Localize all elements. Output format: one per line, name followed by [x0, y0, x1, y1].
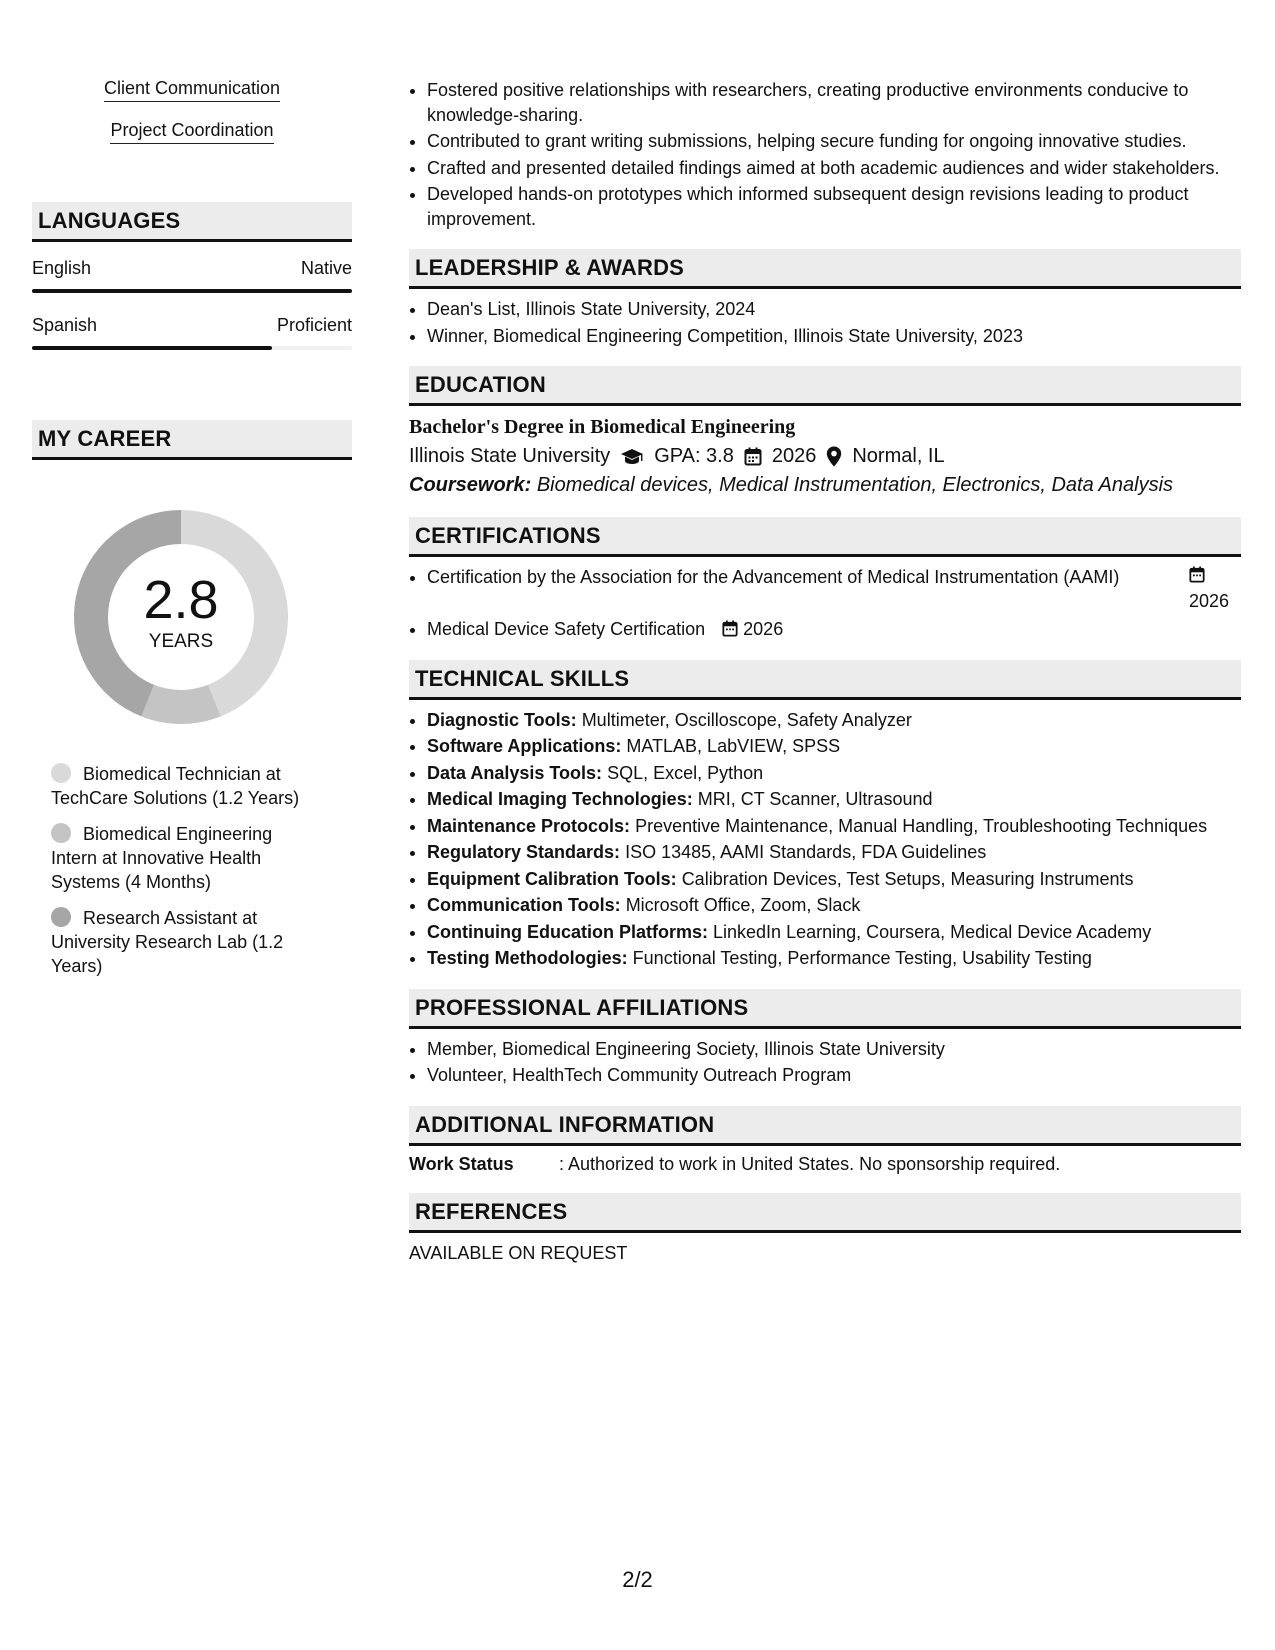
list-item: • Member, Biomedical Engineering Society, Illinois State University — [427, 1037, 1241, 1062]
skill-values: LinkedIn Learning, Coursera, Medical Device Academy — [713, 921, 1152, 942]
leadership-list — [409, 297, 1241, 348]
career-legend-item — [51, 822, 321, 894]
list-item: • Contributed to grant writing submissions, helping secure funding for ongoing innovative studies. — [427, 129, 1241, 154]
work-status-label: Work Status — [409, 1153, 514, 1174]
additional-info-heading: ADDITIONAL INFORMATION — [409, 1106, 1241, 1146]
skill-values: Functional Testing, Performance Testing, Usability Testing — [632, 948, 1092, 968]
career-total-value: 2.8 — [143, 570, 219, 630]
work-status-value: : Authorized to work in United States. No sponsorship required. — [559, 1153, 1061, 1174]
list-item — [427, 893, 1241, 918]
skill-category: Continuing Education Platforms: — [427, 921, 708, 942]
skill-values: MATLAB, LabVIEW, SPSS — [626, 736, 841, 756]
skill-tag — [32, 120, 352, 144]
career-donut-chart — [66, 502, 296, 732]
language-proficiency-fill — [32, 289, 352, 293]
education-heading: EDUCATION — [409, 366, 1241, 406]
degree-title: Bachelor's Degree in Biomedical Engineering — [409, 416, 796, 438]
left-column — [32, 78, 352, 990]
career-heading: MY CAREER — [32, 420, 352, 460]
experience-bullets — [409, 78, 1241, 231]
certifications-heading: CERTIFICATIONS — [409, 517, 1241, 557]
list-item — [427, 565, 1241, 613]
skill-category: Diagnostic Tools: — [427, 709, 577, 730]
graduation-year: 2026 — [771, 445, 817, 467]
language-level: Proficient — [276, 315, 352, 335]
skill-category: Testing Methodologies: — [427, 948, 628, 968]
technical-skills-heading: TECHNICAL SKILLS — [409, 660, 1241, 700]
language-name: Spanish — [32, 315, 98, 335]
list-item — [427, 920, 1241, 945]
skill-tag-label: Project Coordination — [110, 120, 273, 144]
list-item: • Winner, Biomedical Engineering Competition, Illinois State University, 2023 — [427, 324, 1241, 349]
list-item — [427, 761, 1241, 786]
career-legend — [32, 762, 321, 978]
school-name: Illinois State University — [409, 445, 611, 467]
skill-category: Maintenance Protocols: — [427, 815, 631, 836]
gpa: GPA: 3.8 — [654, 445, 734, 467]
language-proficiency-bar — [32, 289, 352, 293]
languages-heading: LANGUAGES — [32, 202, 352, 242]
calendar-icon — [744, 447, 762, 466]
education-meta — [409, 445, 1241, 468]
school-location: Normal, IL — [852, 445, 945, 467]
graduation-cap-icon — [620, 448, 644, 466]
coursework — [409, 474, 1241, 497]
leadership-heading: LEADERSHIP & AWARDS — [409, 249, 1241, 289]
legend-dot-icon — [51, 823, 71, 843]
list-item — [427, 946, 1241, 971]
list-item — [427, 814, 1241, 839]
list-item: • Volunteer, HealthTech Community Outreach Program — [427, 1063, 1241, 1088]
list-item — [427, 617, 1241, 642]
calendar-icon — [722, 619, 738, 639]
language-item — [32, 258, 352, 293]
list-item: • Developed hands-on prototypes which informed subsequent design revisions leading to product improvement. — [427, 182, 1241, 231]
skill-values: Preventive Maintenance, Manual Handling, Troubleshooting Techniques — [635, 815, 1208, 836]
technical-skills-list — [409, 708, 1241, 971]
certification-date-text: 2026 — [1189, 591, 1230, 611]
list-item — [427, 840, 1241, 865]
skill-category: Communication Tools: — [427, 895, 621, 915]
language-item — [32, 315, 352, 350]
list-item: • Dean's List, Illinois State University, 2024 — [427, 297, 1241, 322]
skill-values: SQL, Excel, Python — [607, 762, 764, 783]
list-item — [427, 787, 1241, 812]
legend-dot-icon — [51, 907, 71, 927]
skill-tag-label: Client Communication — [104, 78, 280, 102]
skill-values: Multimeter, Oscilloscope, Safety Analyzer — [581, 709, 912, 730]
language-proficiency-bar — [32, 346, 352, 350]
list-item — [427, 734, 1241, 759]
legend-dot-icon — [51, 763, 71, 783]
language-level: Native — [300, 258, 352, 278]
skill-category: Data Analysis Tools: — [427, 762, 603, 783]
career-legend-label: Biomedical Technician at TechCare Solutions (1.2 Years) — [51, 764, 300, 808]
skill-category: Equipment Calibration Tools: — [427, 868, 677, 889]
career-total — [66, 502, 296, 732]
certification-date-text: 2026 — [743, 619, 784, 639]
list-item: • Crafted and presented detailed findings aimed at both academic audiences and wider stakeholders. — [427, 156, 1241, 181]
career-total-unit: YEARS — [148, 631, 214, 652]
affiliations-list — [409, 1037, 1241, 1088]
career-legend-item — [51, 762, 321, 810]
certification-name: Medical Device Safety Certification — [427, 619, 706, 639]
skill-values: Calibration Devices, Test Setups, Measuring Instruments — [681, 868, 1134, 889]
career-legend-label: Biomedical Engineering Intern at Innovative Health Systems (4 Months) — [51, 824, 273, 892]
list-item — [427, 867, 1241, 892]
skill-values: ISO 13485, AAMI Standards, FDA Guidelines — [625, 842, 987, 862]
list-item: • Fostered positive relationships with researchers, creating productive environments conducive to knowledge-sharing. — [427, 78, 1241, 127]
certifications-list — [409, 565, 1241, 642]
skill-category: Regulatory Standards: — [427, 842, 621, 862]
coursework-label: Coursework: — [409, 474, 532, 496]
references-text: AVAILABLE ON REQUEST — [409, 1242, 628, 1263]
skill-values: Microsoft Office, Zoom, Slack — [625, 895, 861, 915]
right-column — [409, 78, 1241, 1264]
skill-values: MRI, CT Scanner, Ultrasound — [697, 789, 933, 809]
skill-tag — [32, 78, 352, 102]
certification-date — [722, 619, 783, 639]
list-item — [427, 708, 1241, 733]
language-proficiency-fill — [32, 346, 272, 350]
career-legend-label: Research Assistant at University Research Lab (1.2 Years) — [51, 908, 284, 976]
page-number: 2/2 — [622, 1567, 653, 1592]
coursework-list: Biomedical devices, Medical Instrumentation, Electronics, Data Analysis — [536, 474, 1174, 496]
skill-category: Medical Imaging Technologies: — [427, 789, 693, 809]
references-heading: REFERENCES — [409, 1193, 1241, 1233]
skill-category: Software Applications: — [427, 736, 622, 756]
calendar-icon — [1189, 567, 1205, 587]
career-legend-item — [51, 906, 321, 978]
language-name: English — [32, 258, 92, 278]
affiliations-heading: PROFESSIONAL AFFILIATIONS — [409, 989, 1241, 1029]
location-pin-icon — [826, 446, 842, 467]
certification-date — [1189, 565, 1241, 613]
certification-name: • Certification by the Association for the Advancement of Medical Instrumentation (AAMI) — [427, 567, 1120, 587]
work-status-row — [409, 1154, 1241, 1175]
